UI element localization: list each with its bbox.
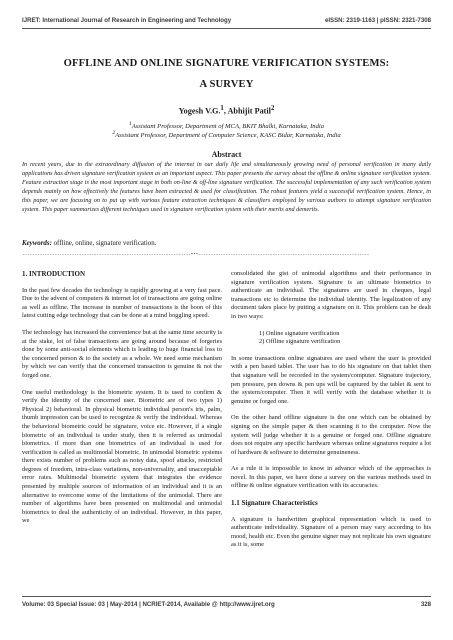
running-footer <box>22 601 431 608</box>
author-1-superscript: 1 <box>220 105 224 112</box>
keywords-text: offline, online, signature verification. <box>51 240 157 247</box>
issue-info: Volume: 03 Special Issue: 03 | May-2014 | NCRIET-2014, Available @ http://www.ijret.org <box>22 601 275 608</box>
affiliation-1-superscript: 1 <box>128 121 132 127</box>
right-paragraph-5: A signature is handwritten graphical representation which is used to authenticate individuality. Signature of a person may vary according to his mood, health etc. Even the genuine signer may not replicate his own signature as it is, some <box>231 515 431 549</box>
affiliation-2 <box>22 130 431 139</box>
author-list <box>22 105 431 116</box>
title-line-1: OFFLINE AND ONLINE SIGNATURE VERIFICATION SYSTEMS: <box>63 58 390 69</box>
affiliation-1 <box>22 121 431 130</box>
section-separator: --------------------------------------------------------------------***--------------------------------------------------------------------- <box>22 253 370 258</box>
introduction-heading: 1. INTRODUCTION <box>22 270 86 278</box>
right-paragraph-1: consolidated the gist of unimodal algorithms and their performance in signature verification system. Signature is an ultimate biometrics to authenticate an individual. The signatures are used in cheques, legal transactions etc to determine the individual identity. The legalization of any document takes place by putting a signature on it. This problem can be dealt in two ways: <box>231 270 431 320</box>
abstract-text: In recent years, due to the extraordinary diffusion of the internet in our daily life and simultaneously growing need of personal verification in many daily applications has driven signature verification system as an important aspect. This paper presents the survey about the offline & online signature verification system. Feature extraction stage is the most important stage in both on-line & off-line signature verification. The successful implementation of any such verification system depends mainly on how effectively the features have been extracted & used for classification. The robust features yield a successful verification system. Hence, in this paper, we are focusing on to put up with various feature extraction techniques & classifiers employed by various authors to attempt signature verification system. This paper summarizes different techniques used in signature verification system with their merits and demerits. <box>22 161 431 213</box>
author-1-name: Yogesh V.G. <box>178 106 221 116</box>
right-paragraph-3: On the other hand offline signature is the one which can be obtained by signing on the simple paper & then scanning it to the computer. Now the system will judge whether it is a genuine or forged one. Offline signature does not require any specific hardware whereas online signatures require a lot of hardware & software to determine genuineness. <box>231 414 431 456</box>
author-separator: , <box>223 106 228 116</box>
author-2-name: Abhijit Patil <box>227 106 271 116</box>
page-number: 328 <box>420 601 431 608</box>
signature-characteristics-heading: 1.1 Signature Characteristics <box>231 499 318 508</box>
list-item: 1) Online signature verification <box>259 329 340 337</box>
header-divider <box>22 28 431 29</box>
journal-name: IJRET: International Journal of Research in Engineering and Technology <box>22 17 232 24</box>
keywords-label: Keywords: <box>22 240 52 247</box>
author-2-superscript: 2 <box>270 105 275 112</box>
running-header <box>22 17 431 24</box>
affiliation-1-text: Assistant Professor, Department of MCA, BKIT Bhalki, Karnataka, India <box>131 123 325 131</box>
issn-info: eISSN: 2319-1163 | pISSN: 2321-7308 <box>324 17 431 24</box>
title-line-2: A SURVEY <box>199 79 254 90</box>
right-column <box>231 270 431 558</box>
intro-paragraph-3: One useful methodology is the biometric system. It is used to confirm & verify the identity of the concerned user. Biometric are of two types 1) Physical 2) behavioral. In physical biometric individual person's iris, palm, thumb impression can be used to recognize & verify the individual. Whereas the behavioral biometric could be signature, voice etc. However, if a single biometric of an individual is under study, then it is referred as unimodal biometrics. if more than one biometrics of an individual is used for verification is called as multimodal biometric. In unimodal biometric systems there exists number of problems such as noisy data, spoof attacks, restricted degrees of freedom, intra-class variations, non-universality, and unacceptable error rates. Multimodal biometric system that integrates the evidence presented by multiple sources of information of an individual and it is an alternative to overcome some of the limitations of the unimodal. There are number of algorithms have been presented on multimodal and unimodal biometrics to deal the authenticity of an individual. However, in this paper, we <box>22 388 222 525</box>
left-column <box>22 270 222 534</box>
list-item: 2) Offline signature verification <box>259 338 341 346</box>
intro-paragraph-2: The technology has increased the convenience but at the same time security is at the stake, lot of false transactions are going around because of forgeries done by some anti-social elements which is leading to huge financial loss to the concerned person & to the society as a whole. We need some mechanism by which we can verify that the concerned transaction is genuine & not the forged one. <box>22 328 222 379</box>
footer-divider <box>22 596 431 597</box>
right-paragraph-2: In some transactions online signatures are used where the user is provided with a pen based tablet. The user has to do his signature on that tablet then that signature will be recorded in the system/computer. Signature trajectory, pen pressure, pen downs & pen ups will be captured by the tablet & sent to the system/computer. Then it will verify with the database whether it is genuine or forged one. <box>231 354 431 405</box>
right-paragraph-4: As a rule it is impossible to know in advance which of the approaches is novel. In this paper, we have done a survey on the various methods used in offline & online signature verification with its accuracies. <box>231 465 431 490</box>
intro-paragraph-1: In the past few decades the technology is rapidly growing at a very fast pace. Due to the advent of computers & internet lot of transactions are going online as well as offline. The increase in number of transactions is the boon of this latest cutting edge technology that can be done at a mind boggling speed. <box>22 286 222 320</box>
affiliation-2-superscript: 2 <box>112 130 116 136</box>
abstract-heading: Abstract <box>211 150 242 159</box>
paper-title <box>22 53 431 95</box>
verification-types-list <box>231 330 431 347</box>
affiliation-2-text: Assistant Professor, Department of Computer Science, KASC Bidar, Karnataka, India <box>115 132 341 140</box>
keywords <box>22 240 431 247</box>
